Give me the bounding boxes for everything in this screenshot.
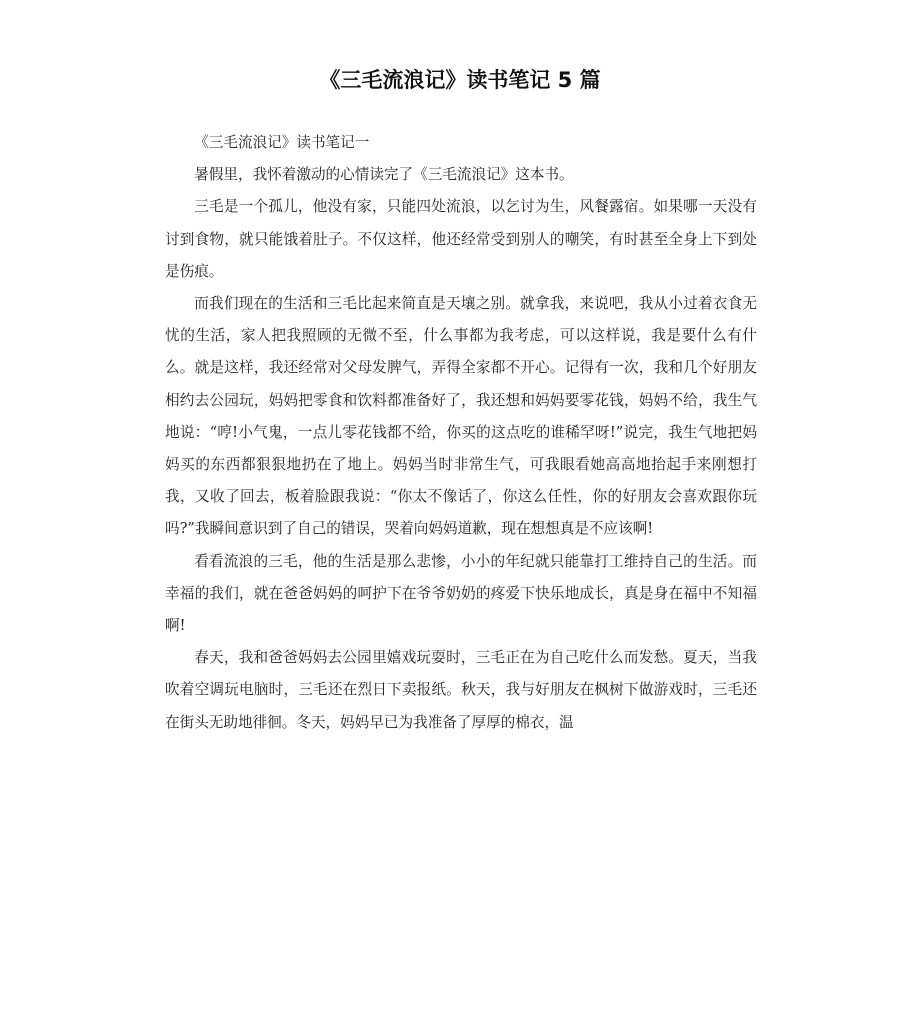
paragraph: 看看流浪的三毛，他的生活是那么悲惨，小小的年纪就只能靠打工维持自己的生活。而幸福的我们，就在爸爸妈妈的呵护下在爷爷奶奶的疼爱下快乐地成长，真是身在福中不知福啊! — [165, 552, 757, 635]
paragraph: 暑假里，我怀着激动的心情读完了《三毛流浪记》这本书。 — [194, 166, 574, 184]
document-title: 《三毛流浪记》读书笔记 5 篇 — [319, 68, 601, 92]
paragraph: 春天，我和爸爸妈妈去公园里嬉戏玩耍时，三毛正在为自己吃什么而发愁。夏天，当我吹着空调玩电脑时，三毛还在烈日下卖报纸。秋天，我与好朋友在枫树下做游戏时，三毛还在街头无助地徘徊。冬天，妈妈早已为我准备了厚厚的棉衣，温 — [165, 649, 757, 731]
document-body — [165, 127, 757, 739]
paragraph: 三毛是一个孤儿，他没有家，只能四处流浪，以乞讨为生，风餐露宿。如果哪一天没有讨到食物，就只能饿着肚子。不仅这样，他还经常受到别人的嘲笑，有时甚至全身上下到处是伤痕。 — [165, 198, 757, 280]
section-heading: 《三毛流浪记》读书笔记一 — [194, 134, 370, 151]
paragraph: 而我们现在的生活和三毛比起来简直是天壤之别。就拿我，来说吧，我从小过着衣食无忧的生活，家人把我照顾的无微不至，什么事都为我考虑，可以这样说，我是要什么有什么。就是这样，我还经常对父母发脾气，弄得全家都不开心。记得有一次，我和几个好朋友相约去公园玩，妈妈把零食和饮料都准备好了，我还想和妈妈要零花钱，妈妈不给，我生气地说：“哼!小气鬼，一点儿零花钱都不给，你买的这点吃的谁稀罕呀!”说完，我生气地把妈妈买的东西都狠狠地扔在了地上。妈妈当时非常生气，可我眼看她高高地抬起手来刚想打我，又收了回去，板着脸跟我说：“你太不像话了，你这么任性，你的好朋友会喜欢跟你玩吗?”我瞬间意识到了自己的错误，哭着向妈妈道歉，现在想想真是不应该啊! — [165, 295, 757, 538]
